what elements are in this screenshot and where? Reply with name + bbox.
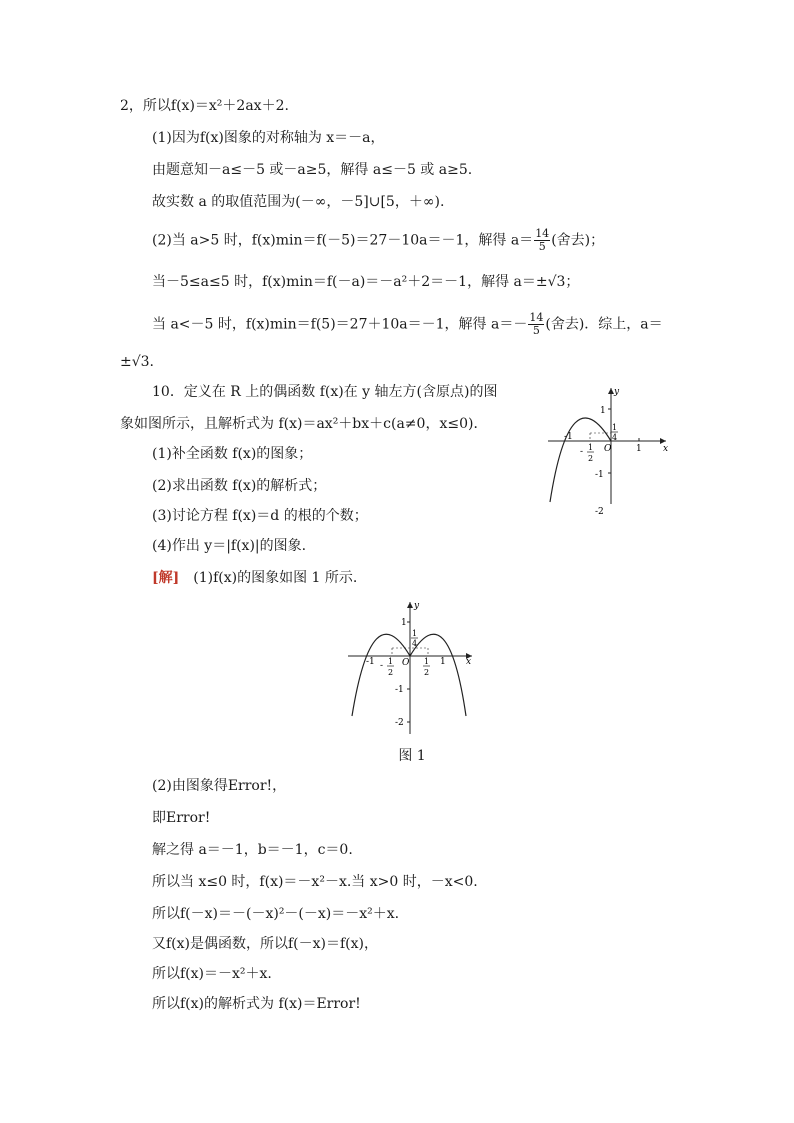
half-num: 1 [424, 657, 430, 666]
tick-label: -1 [595, 470, 604, 480]
x-axis-label: x [466, 657, 472, 667]
solution-tag: [解] [152, 570, 180, 586]
figure-1-graph [344, 598, 476, 736]
numerator: 14 [529, 311, 544, 324]
denominator: 5 [532, 324, 540, 337]
solution-line: 即Error! [152, 810, 211, 826]
half-den: 2 [388, 668, 394, 677]
question-1: (1)补全函数 f(x)的图象； [152, 446, 313, 462]
solution-start [152, 568, 357, 588]
text-segment: (舍去)； [551, 232, 605, 249]
fraction [534, 228, 550, 253]
x-axis-label: x [663, 444, 669, 454]
tick-label: -2 [395, 718, 404, 728]
text-line: 2，所以f(x)＝x²＋2ax＋2. [120, 98, 289, 114]
tick-label: 1 [440, 657, 446, 667]
half-num: 1 [588, 443, 594, 452]
denominator: 5 [538, 240, 546, 253]
fraction [528, 312, 544, 337]
origin-label: O [604, 444, 612, 454]
text-line: (1)因为f(x)图象的对称轴为 x＝－a， [152, 130, 385, 146]
tick-label: -1 [395, 685, 404, 695]
text-line: 由题意知－a≤－5 或－a≥5，解得 a≤－5 或 a≥5. [152, 162, 473, 178]
half-num: 1 [388, 657, 394, 666]
quarter-den: 4 [412, 639, 418, 648]
solution-line: 所以f(x)＝－x²＋x. [152, 966, 272, 982]
half-sign: - [380, 661, 384, 671]
solution-line: 解之得 a＝－1，b＝－1，c＝0. [152, 842, 353, 858]
y-axis-label: y [614, 387, 620, 397]
half-den: 2 [588, 454, 594, 463]
quarter-num: 1 [412, 629, 418, 638]
parabola-right-branch [410, 634, 466, 716]
solution-line: 所以f(x)的解析式为 f(x)＝Error! [152, 996, 361, 1012]
problem-graph [540, 384, 670, 517]
text-line: ±√3. [120, 354, 155, 370]
text-segment: (2)当 a>5 时，f(x)min＝f(－5)＝27－10a＝－1，解得 a＝ [152, 232, 534, 249]
solution-line: 所以当 x≤0 时，f(x)＝－x²－x.当 x>0 时，－x<0. [152, 874, 478, 890]
quarter-den: 4 [612, 433, 618, 442]
tick-label: -1 [366, 657, 375, 667]
solution-line: (2)由图象得Error!， [152, 778, 287, 794]
half-den: 2 [424, 668, 430, 677]
parabola-left-branch [352, 634, 410, 716]
text-line-with-fraction [152, 228, 604, 253]
text-line: 故实数 a 的取值范围为(－∞，－5]∪[5，＋∞). [152, 194, 445, 210]
text-segment: (舍去)．综上，a＝ [545, 316, 663, 333]
problem-10-line-1: 10．定义在 R 上的偶函数 f(x)在 y 轴左方(含原点)的图 [152, 384, 498, 400]
tick-label: 1 [636, 444, 642, 454]
tick-label: -2 [595, 507, 604, 517]
solution-text: (1)f(x)的图象如图 1 所示. [179, 570, 358, 586]
solution-line: 所以f(－x)＝－(－x)²－(－x)＝－x²＋x. [152, 906, 400, 922]
question-4: (4)作出 y＝|f(x)|的图象. [152, 538, 307, 554]
question-2: (2)求出函数 f(x)的解析式； [152, 478, 327, 494]
parabola-left-branch [550, 418, 611, 502]
problem-10-line-2: 象如图所示，且解析式为 f(x)＝ax²＋bx＋c(a≠0，x≤0)． [120, 416, 488, 432]
solution-line: 又f(x)是偶函数，所以f(－x)＝f(x)， [152, 936, 379, 952]
numerator: 14 [535, 227, 550, 240]
text-segment: 当 a<－5 时，f(x)min＝f(5)＝27＋10a＝－1，解得 a＝－ [152, 316, 528, 333]
y-axis-label: y [414, 601, 420, 611]
tick-label: 1 [600, 406, 606, 416]
tick-label: 1 [401, 618, 407, 628]
tick-label: -1 [564, 432, 573, 442]
quarter-num: 1 [612, 423, 618, 432]
text-line-with-fraction [152, 312, 663, 337]
question-3: (3)讨论方程 f(x)＝d 的根的个数； [152, 508, 368, 524]
figure-caption: 图 1 [398, 748, 426, 764]
text-line: 当－5≤a≤5 时，f(x)min＝f(－a)＝－a²＋2＝－1，解得 a＝±√3； [152, 274, 580, 290]
origin-label: O [402, 658, 410, 668]
half-sign: - [580, 447, 584, 457]
